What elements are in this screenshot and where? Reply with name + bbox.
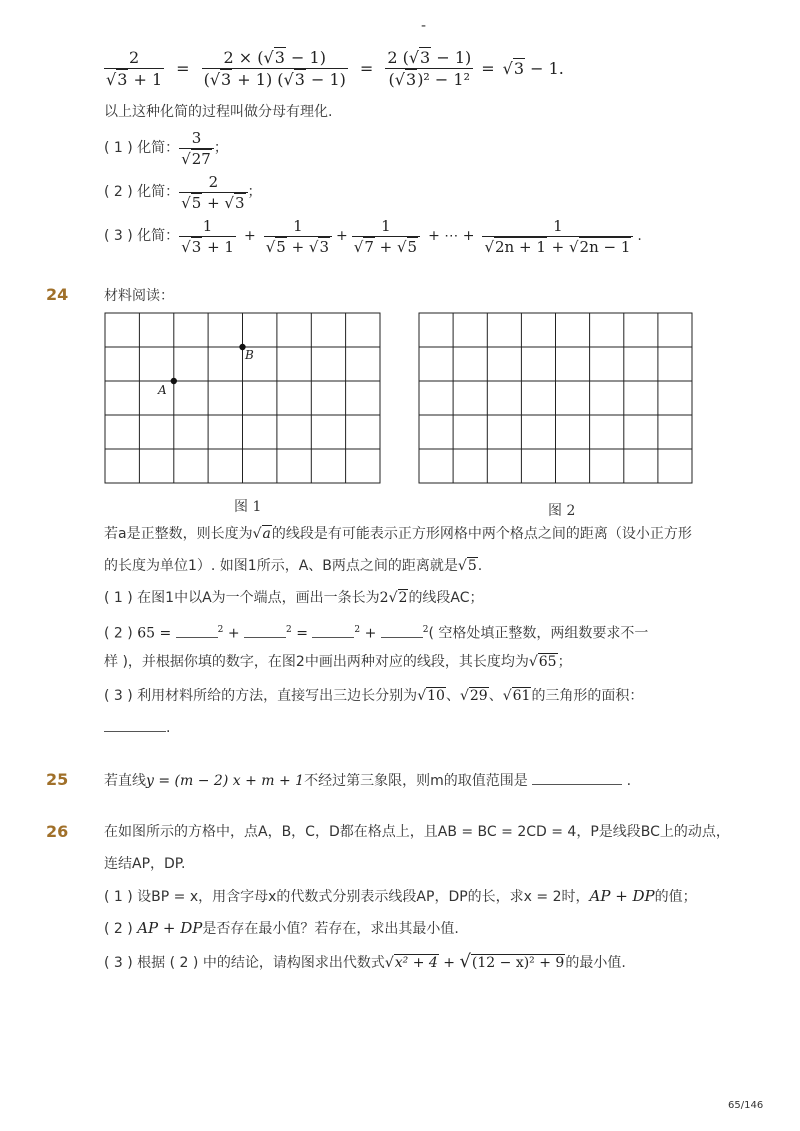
q26-line2: 连结AP，DP. [104, 856, 186, 872]
figure-1-caption: 图 1 [234, 499, 262, 515]
q23-part3: ( 3 ) 化简： $\frac{1}{√3 + 1}$ + $\frac{1}{√5 + √3}$ + $\frac{1}{√7 + √5}$ + ⋯ + $\frac{1}{√2n + 1 + √2n - 1}$ . [104, 216, 642, 256]
blank-area-answer[interactable] [104, 731, 166, 732]
q26-part3: ( 3 ) 根据 ( 2 ) 中的结论，请构图求出代数式√x² + 4 + √(12 − x)² + 9的最小值. [104, 951, 626, 972]
q24-paragraph-line1: 若a是正整数，则长度为√a的线段是有可能表示正方形网格中两个格点之间的距离（设小正方形 [104, 526, 692, 542]
point-a [171, 378, 177, 384]
point-a-label: A [158, 383, 167, 397]
q24-part3: ( 3 ) 利用材料所给的方法，直接写出三边长分别为√10、√29、√61的三角形的面积： [104, 688, 644, 704]
q26-part2: ( 2 ) AP + DP是否存在最小值？若存在，求出其最小值. [104, 919, 459, 937]
q24-title: 材料阅读： [104, 288, 174, 304]
q23-part3-fraction-last: $\frac{1}{√2n + 1 + √2n - 1}$ [482, 217, 633, 256]
q25-text: 若直线y = (m − 2) x + m + 1不经过第三象限，则m的取值范围是 . [104, 773, 632, 789]
rationalization-equation: $\frac{2}{√3 + 1}$ = $\frac{2 \times (√3 - 1)}{(√3 + 1) (√3 - 1)}$ = $\frac{2 (√3 - 1)}{\text{(√3)² − 1²}}$ = √3 − 1. [106, 47, 564, 89]
figure-2-caption: 图 2 [548, 503, 576, 519]
question-number-26: 26 [46, 822, 69, 841]
q23-part3-fraction-2: $\frac{1}{√5 + √3}$ [264, 217, 332, 256]
q26-line1: 在如图所示的方格中，点A，B，C，D都在格点上，且AB = BC = 2CD = 4，P是线段BC上的动点， [104, 824, 730, 840]
blank-3[interactable] [312, 637, 354, 638]
q24-part1: ( 1 ) 在图1中以A为一个端点，画出一条长为2√2的线段AC； [104, 590, 484, 606]
page-number: 65/146 [728, 1100, 764, 1111]
q24-answer-line: . [104, 718, 170, 738]
question-number-25: 25 [46, 770, 69, 789]
blank-m-range[interactable] [532, 784, 622, 785]
q23-part2-fraction: $\frac{2}{√5 + √3}$ [179, 173, 247, 212]
q23-part2: ( 2 ) 化简： $\frac{2}{√5 + √3}$ ； [104, 172, 262, 212]
q23-part3-fraction-1: $\frac{1}{√3 + 1}$ [181, 216, 234, 256]
q24-paragraph-line2: 的长度为单位1）. 如图1所示，A、B两点之间的距离就是√5. [104, 558, 483, 574]
fraction-term-1: $\frac{2}{√3 + 1}$ [106, 47, 163, 89]
conclusion-text: 以上这种化简的过程叫做分母有理化. [104, 104, 333, 120]
q23-part3-fraction-3: $\frac{1}{√7 + √5}$ [352, 217, 420, 256]
point-b-label: B [245, 348, 254, 362]
q23-part1: ( 1 ) 化简： $\frac{3}{√27}$ ； [104, 128, 228, 168]
q23-part1-fraction: $\frac{3}{√27}$ [179, 129, 214, 168]
q24-part2-line2: 样 )，并根据你填的数字，在图2中画出两种对应的线段，其长度均为√65； [104, 654, 572, 670]
blank-4[interactable] [381, 637, 423, 638]
top-mark: - [421, 18, 427, 34]
blank-2[interactable] [244, 637, 286, 638]
q26-part1: ( 1 ) 设BP = x，用含字母x的代数式分别表示线段AP，DP的长，求x = 2时，AP + DP的值； [104, 887, 697, 905]
figure-1-grid [104, 312, 382, 484]
q24-part2-line1: ( 2 ) 65 = $^2$ + $^2$ = $^2$ + $^2$( 空格处填正整数，两组数要求不一 [104, 625, 649, 642]
fraction-term-3: $\frac{2 (√3 - 1)}{\text{(√3)² − 1²}}$ [387, 47, 472, 89]
fraction-term-2: $\frac{2 \times (√3 - 1)}{(√3 + 1) (√3 - 1)}$ [203, 47, 346, 89]
blank-1[interactable] [176, 637, 218, 638]
figure-2-grid [418, 312, 694, 484]
question-number-24: 24 [46, 285, 69, 304]
